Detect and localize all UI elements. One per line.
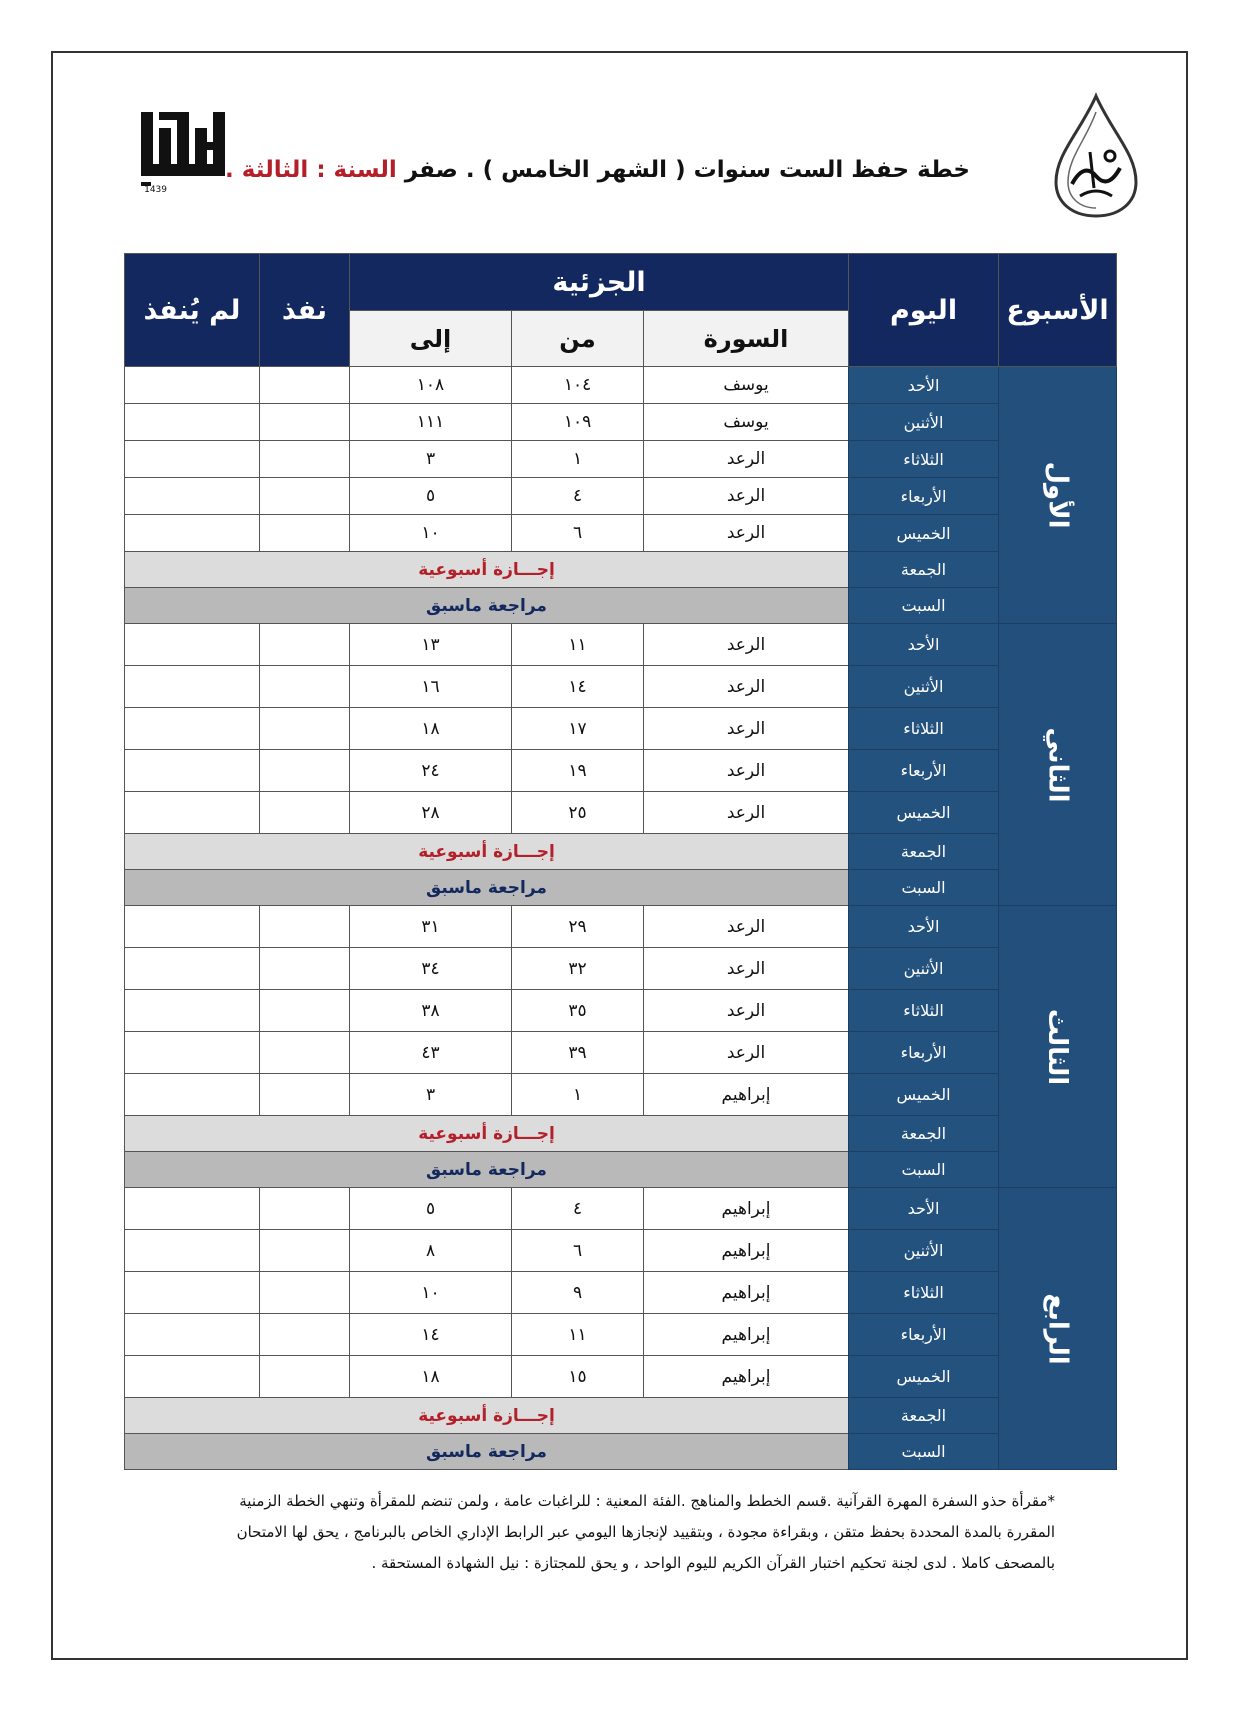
surah-cell: يوسف <box>644 404 849 441</box>
table-row <box>125 404 1117 441</box>
table-row-friday <box>125 1116 1117 1152</box>
to-ayah-cell: ١٨ <box>350 708 512 750</box>
done-checkbox-cell[interactable] <box>260 1074 350 1116</box>
surah-header: السورة <box>644 311 849 367</box>
done-checkbox-cell[interactable] <box>260 990 350 1032</box>
table-row <box>125 666 1117 708</box>
from-ayah-cell: ٦ <box>512 1230 644 1272</box>
done-checkbox-cell[interactable] <box>260 1188 350 1230</box>
surah-cell: إبراهيم <box>644 1356 849 1398</box>
day-name: الأحد <box>849 1188 999 1230</box>
day-name: الثلاثاء <box>849 990 999 1032</box>
memorization-plan-table <box>124 253 1117 1470</box>
table-row <box>125 478 1117 515</box>
to-ayah-cell: ١٠ <box>350 1272 512 1314</box>
weekly-holiday-label: إجـــازة أسبوعية <box>125 1398 849 1434</box>
table-row <box>125 990 1117 1032</box>
day-name: الأثنين <box>849 948 999 990</box>
surah-cell: الرعد <box>644 708 849 750</box>
day-name: الخميس <box>849 515 999 552</box>
done-checkbox-cell[interactable] <box>260 404 350 441</box>
table-row-saturday <box>125 1152 1117 1188</box>
not-done-checkbox-cell[interactable] <box>125 1272 260 1314</box>
day-name: الأثنين <box>849 404 999 441</box>
day-name: الجمعة <box>849 1116 999 1152</box>
surah-cell: الرعد <box>644 441 849 478</box>
surah-cell: الرعد <box>644 1032 849 1074</box>
not-done-checkbox-cell[interactable] <box>125 1188 260 1230</box>
not-done-checkbox-cell[interactable] <box>125 1314 260 1356</box>
itqan-logo <box>137 108 231 196</box>
table-row-saturday <box>125 588 1117 624</box>
not-done-checkbox-cell[interactable] <box>125 906 260 948</box>
plan-body <box>125 367 1117 1470</box>
to-ayah-cell: ٥ <box>350 1188 512 1230</box>
review-label: مراجعة ماسبق <box>125 870 849 906</box>
surah-cell: الرعد <box>644 478 849 515</box>
review-label: مراجعة ماسبق <box>125 1152 849 1188</box>
day-name: الجمعة <box>849 834 999 870</box>
day-name: الأربعاء <box>849 750 999 792</box>
table-row <box>125 1356 1117 1398</box>
to-ayah-cell: ١٠ <box>350 515 512 552</box>
from-ayah-cell: ٦ <box>512 515 644 552</box>
week-label <box>999 624 1117 906</box>
not-done-checkbox-cell[interactable] <box>125 478 260 515</box>
not-done-header: لم يُنفذ <box>125 254 260 367</box>
to-ayah-cell: ٣ <box>350 441 512 478</box>
day-name: الأثنين <box>849 1230 999 1272</box>
done-checkbox-cell[interactable] <box>260 367 350 404</box>
table-row-saturday <box>125 1434 1117 1470</box>
from-ayah-cell: ١١ <box>512 624 644 666</box>
done-checkbox-cell[interactable] <box>260 441 350 478</box>
done-checkbox-cell[interactable] <box>260 515 350 552</box>
from-ayah-cell: ١٥ <box>512 1356 644 1398</box>
day-header: اليوم <box>849 254 999 367</box>
from-ayah-cell: ١٠٩ <box>512 404 644 441</box>
from-ayah-cell: ٢٩ <box>512 906 644 948</box>
weekly-holiday-label: إجـــازة أسبوعية <box>125 552 849 588</box>
done-checkbox-cell[interactable] <box>260 1272 350 1314</box>
to-ayah-cell: ٨ <box>350 1230 512 1272</box>
day-name: الثلاثاء <box>849 1272 999 1314</box>
from-header: من <box>512 311 644 367</box>
day-name: الخميس <box>849 792 999 834</box>
day-name: السبت <box>849 588 999 624</box>
from-ayah-cell: ١٤ <box>512 666 644 708</box>
week-name: الأول <box>1042 461 1073 529</box>
to-ayah-cell: ١٨ <box>350 1356 512 1398</box>
not-done-checkbox-cell[interactable] <box>125 750 260 792</box>
to-ayah-cell: ١٤ <box>350 1314 512 1356</box>
to-ayah-cell: ١١١ <box>350 404 512 441</box>
table-row <box>125 515 1117 552</box>
to-ayah-cell: ٤٣ <box>350 1032 512 1074</box>
page-title <box>225 157 970 197</box>
day-name: الثلاثاء <box>849 708 999 750</box>
done-checkbox-cell[interactable] <box>260 1230 350 1272</box>
not-done-checkbox-cell[interactable] <box>125 1074 260 1116</box>
not-done-checkbox-cell[interactable] <box>125 1230 260 1272</box>
to-ayah-cell: ٣١ <box>350 906 512 948</box>
title-main: خطة حفظ الست سنوات ( الشهر الخامس ) . صفر <box>404 157 970 183</box>
from-ayah-cell: ١٧ <box>512 708 644 750</box>
table-row-friday <box>125 1398 1117 1434</box>
not-done-checkbox-cell[interactable] <box>125 792 260 834</box>
weekly-holiday-label: إجـــازة أسبوعية <box>125 834 849 870</box>
surah-cell: الرعد <box>644 515 849 552</box>
day-name: الجمعة <box>849 552 999 588</box>
not-done-checkbox-cell[interactable] <box>125 441 260 478</box>
surah-cell: إبراهيم <box>644 1230 849 1272</box>
table-row <box>125 367 1117 404</box>
review-label: مراجعة ماسبق <box>125 1434 849 1470</box>
day-name: الأربعاء <box>849 478 999 515</box>
footnote-line-2: المقررة بالمدة المحددة بحفظ متقن ، وبقراءة مجودة ، وبتقييد لإنجازها اليومي عبر الرابط الإداري الخاص بالبرنامج ، يحق لها الامتحان <box>236 1523 1055 1541</box>
to-ayah-cell: ١٠٨ <box>350 367 512 404</box>
done-header: نفذ <box>260 254 350 367</box>
day-name: الخميس <box>849 1074 999 1116</box>
table-row <box>125 708 1117 750</box>
surah-cell: إبراهيم <box>644 1272 849 1314</box>
done-checkbox-cell[interactable] <box>260 750 350 792</box>
from-ayah-cell: ١١ <box>512 1314 644 1356</box>
from-ayah-cell: ٤ <box>512 1188 644 1230</box>
portion-header: الجزئية <box>350 254 849 311</box>
done-checkbox-cell[interactable] <box>260 1314 350 1356</box>
week-name: الثالث <box>1042 1008 1073 1085</box>
table-row <box>125 1188 1117 1230</box>
footnote-line-3: بالمصحف كاملا . لدى لجنة تحكيم اختبار القرآن الكريم لليوم الواحد ، و يحق للمجتازة : نيل الشهادة المستحقة . <box>371 1554 1055 1572</box>
surah-cell: يوسف <box>644 367 849 404</box>
to-ayah-cell: ١٣ <box>350 624 512 666</box>
to-ayah-cell: ٥ <box>350 478 512 515</box>
table-row-friday <box>125 552 1117 588</box>
surah-cell: الرعد <box>644 792 849 834</box>
table-row <box>125 1314 1117 1356</box>
day-name: السبت <box>849 870 999 906</box>
day-name: الأحد <box>849 624 999 666</box>
not-done-checkbox-cell[interactable] <box>125 666 260 708</box>
to-ayah-cell: ٢٤ <box>350 750 512 792</box>
from-ayah-cell: ٣٩ <box>512 1032 644 1074</box>
weekly-holiday-label: إجـــازة أسبوعية <box>125 1116 849 1152</box>
day-name: الأحد <box>849 367 999 404</box>
week-name: الثاني <box>1042 726 1073 803</box>
footnote <box>205 1486 1055 1579</box>
not-done-checkbox-cell[interactable] <box>125 624 260 666</box>
surah-cell: الرعد <box>644 624 849 666</box>
day-name: الخميس <box>849 1356 999 1398</box>
table-row <box>125 792 1117 834</box>
not-done-checkbox-cell[interactable] <box>125 1032 260 1074</box>
from-ayah-cell: ٣٥ <box>512 990 644 1032</box>
from-ayah-cell: ٣٢ <box>512 948 644 990</box>
title-year: السنة : الثالثة . <box>225 157 405 183</box>
day-name: السبت <box>849 1152 999 1188</box>
table-row <box>125 1032 1117 1074</box>
surah-cell: الرعد <box>644 990 849 1032</box>
svg-text:1439: 1439 <box>144 185 167 195</box>
day-name: الأربعاء <box>849 1314 999 1356</box>
table-row <box>125 750 1117 792</box>
table-row <box>125 1074 1117 1116</box>
done-checkbox-cell[interactable] <box>260 1032 350 1074</box>
from-ayah-cell: ١٠٤ <box>512 367 644 404</box>
table-row <box>125 948 1117 990</box>
done-checkbox-cell[interactable] <box>260 708 350 750</box>
not-done-checkbox-cell[interactable] <box>125 404 260 441</box>
surah-cell: إبراهيم <box>644 1188 849 1230</box>
not-done-checkbox-cell[interactable] <box>125 948 260 990</box>
from-ayah-cell: ١ <box>512 441 644 478</box>
hathw-logo <box>1050 92 1142 220</box>
to-ayah-cell: ٣٨ <box>350 990 512 1032</box>
not-done-checkbox-cell[interactable] <box>125 990 260 1032</box>
from-ayah-cell: ١٩ <box>512 750 644 792</box>
day-name: الأربعاء <box>849 1032 999 1074</box>
week-label <box>999 1188 1117 1470</box>
table-row <box>125 1230 1117 1272</box>
day-name: الجمعة <box>849 1398 999 1434</box>
table-row <box>125 624 1117 666</box>
week-header: الأسبوع <box>999 254 1117 367</box>
day-name: الأحد <box>849 906 999 948</box>
from-ayah-cell: ١ <box>512 1074 644 1116</box>
to-header: إلى <box>350 311 512 367</box>
to-ayah-cell: ٣ <box>350 1074 512 1116</box>
not-done-checkbox-cell[interactable] <box>125 515 260 552</box>
surah-cell: الرعد <box>644 666 849 708</box>
day-name: السبت <box>849 1434 999 1470</box>
from-ayah-cell: ٢٥ <box>512 792 644 834</box>
done-checkbox-cell[interactable] <box>260 666 350 708</box>
day-name: الأثنين <box>849 666 999 708</box>
surah-cell: الرعد <box>644 750 849 792</box>
surah-cell: الرعد <box>644 906 849 948</box>
table-row <box>125 441 1117 478</box>
from-ayah-cell: ٤ <box>512 478 644 515</box>
table-row-saturday <box>125 870 1117 906</box>
table-row-friday <box>125 834 1117 870</box>
review-label: مراجعة ماسبق <box>125 588 849 624</box>
to-ayah-cell: ٢٨ <box>350 792 512 834</box>
done-checkbox-cell[interactable] <box>260 624 350 666</box>
week-name: الرابع <box>1042 1292 1073 1365</box>
table-row <box>125 1272 1117 1314</box>
table-row <box>125 906 1117 948</box>
done-checkbox-cell[interactable] <box>260 1356 350 1398</box>
done-checkbox-cell[interactable] <box>260 478 350 515</box>
not-done-checkbox-cell[interactable] <box>125 367 260 404</box>
day-name: الثلاثاء <box>849 441 999 478</box>
to-ayah-cell: ١٦ <box>350 666 512 708</box>
surah-cell: إبراهيم <box>644 1314 849 1356</box>
done-checkbox-cell[interactable] <box>260 792 350 834</box>
done-checkbox-cell[interactable] <box>260 906 350 948</box>
from-ayah-cell: ٩ <box>512 1272 644 1314</box>
done-checkbox-cell[interactable] <box>260 948 350 990</box>
week-label <box>999 367 1117 624</box>
to-ayah-cell: ٣٤ <box>350 948 512 990</box>
surah-cell: الرعد <box>644 948 849 990</box>
footnote-line-1: *مقرأة حذو السفرة المهرة القرآنية .قسم الخطط والمناهج .الفئة المعنية : للراغبات عامة ، ولمن تنضم للمقرأة وتنهي الخطة الزمنية <box>239 1492 1055 1510</box>
week-label <box>999 906 1117 1188</box>
not-done-checkbox-cell[interactable] <box>125 708 260 750</box>
not-done-checkbox-cell[interactable] <box>125 1356 260 1398</box>
surah-cell: إبراهيم <box>644 1074 849 1116</box>
